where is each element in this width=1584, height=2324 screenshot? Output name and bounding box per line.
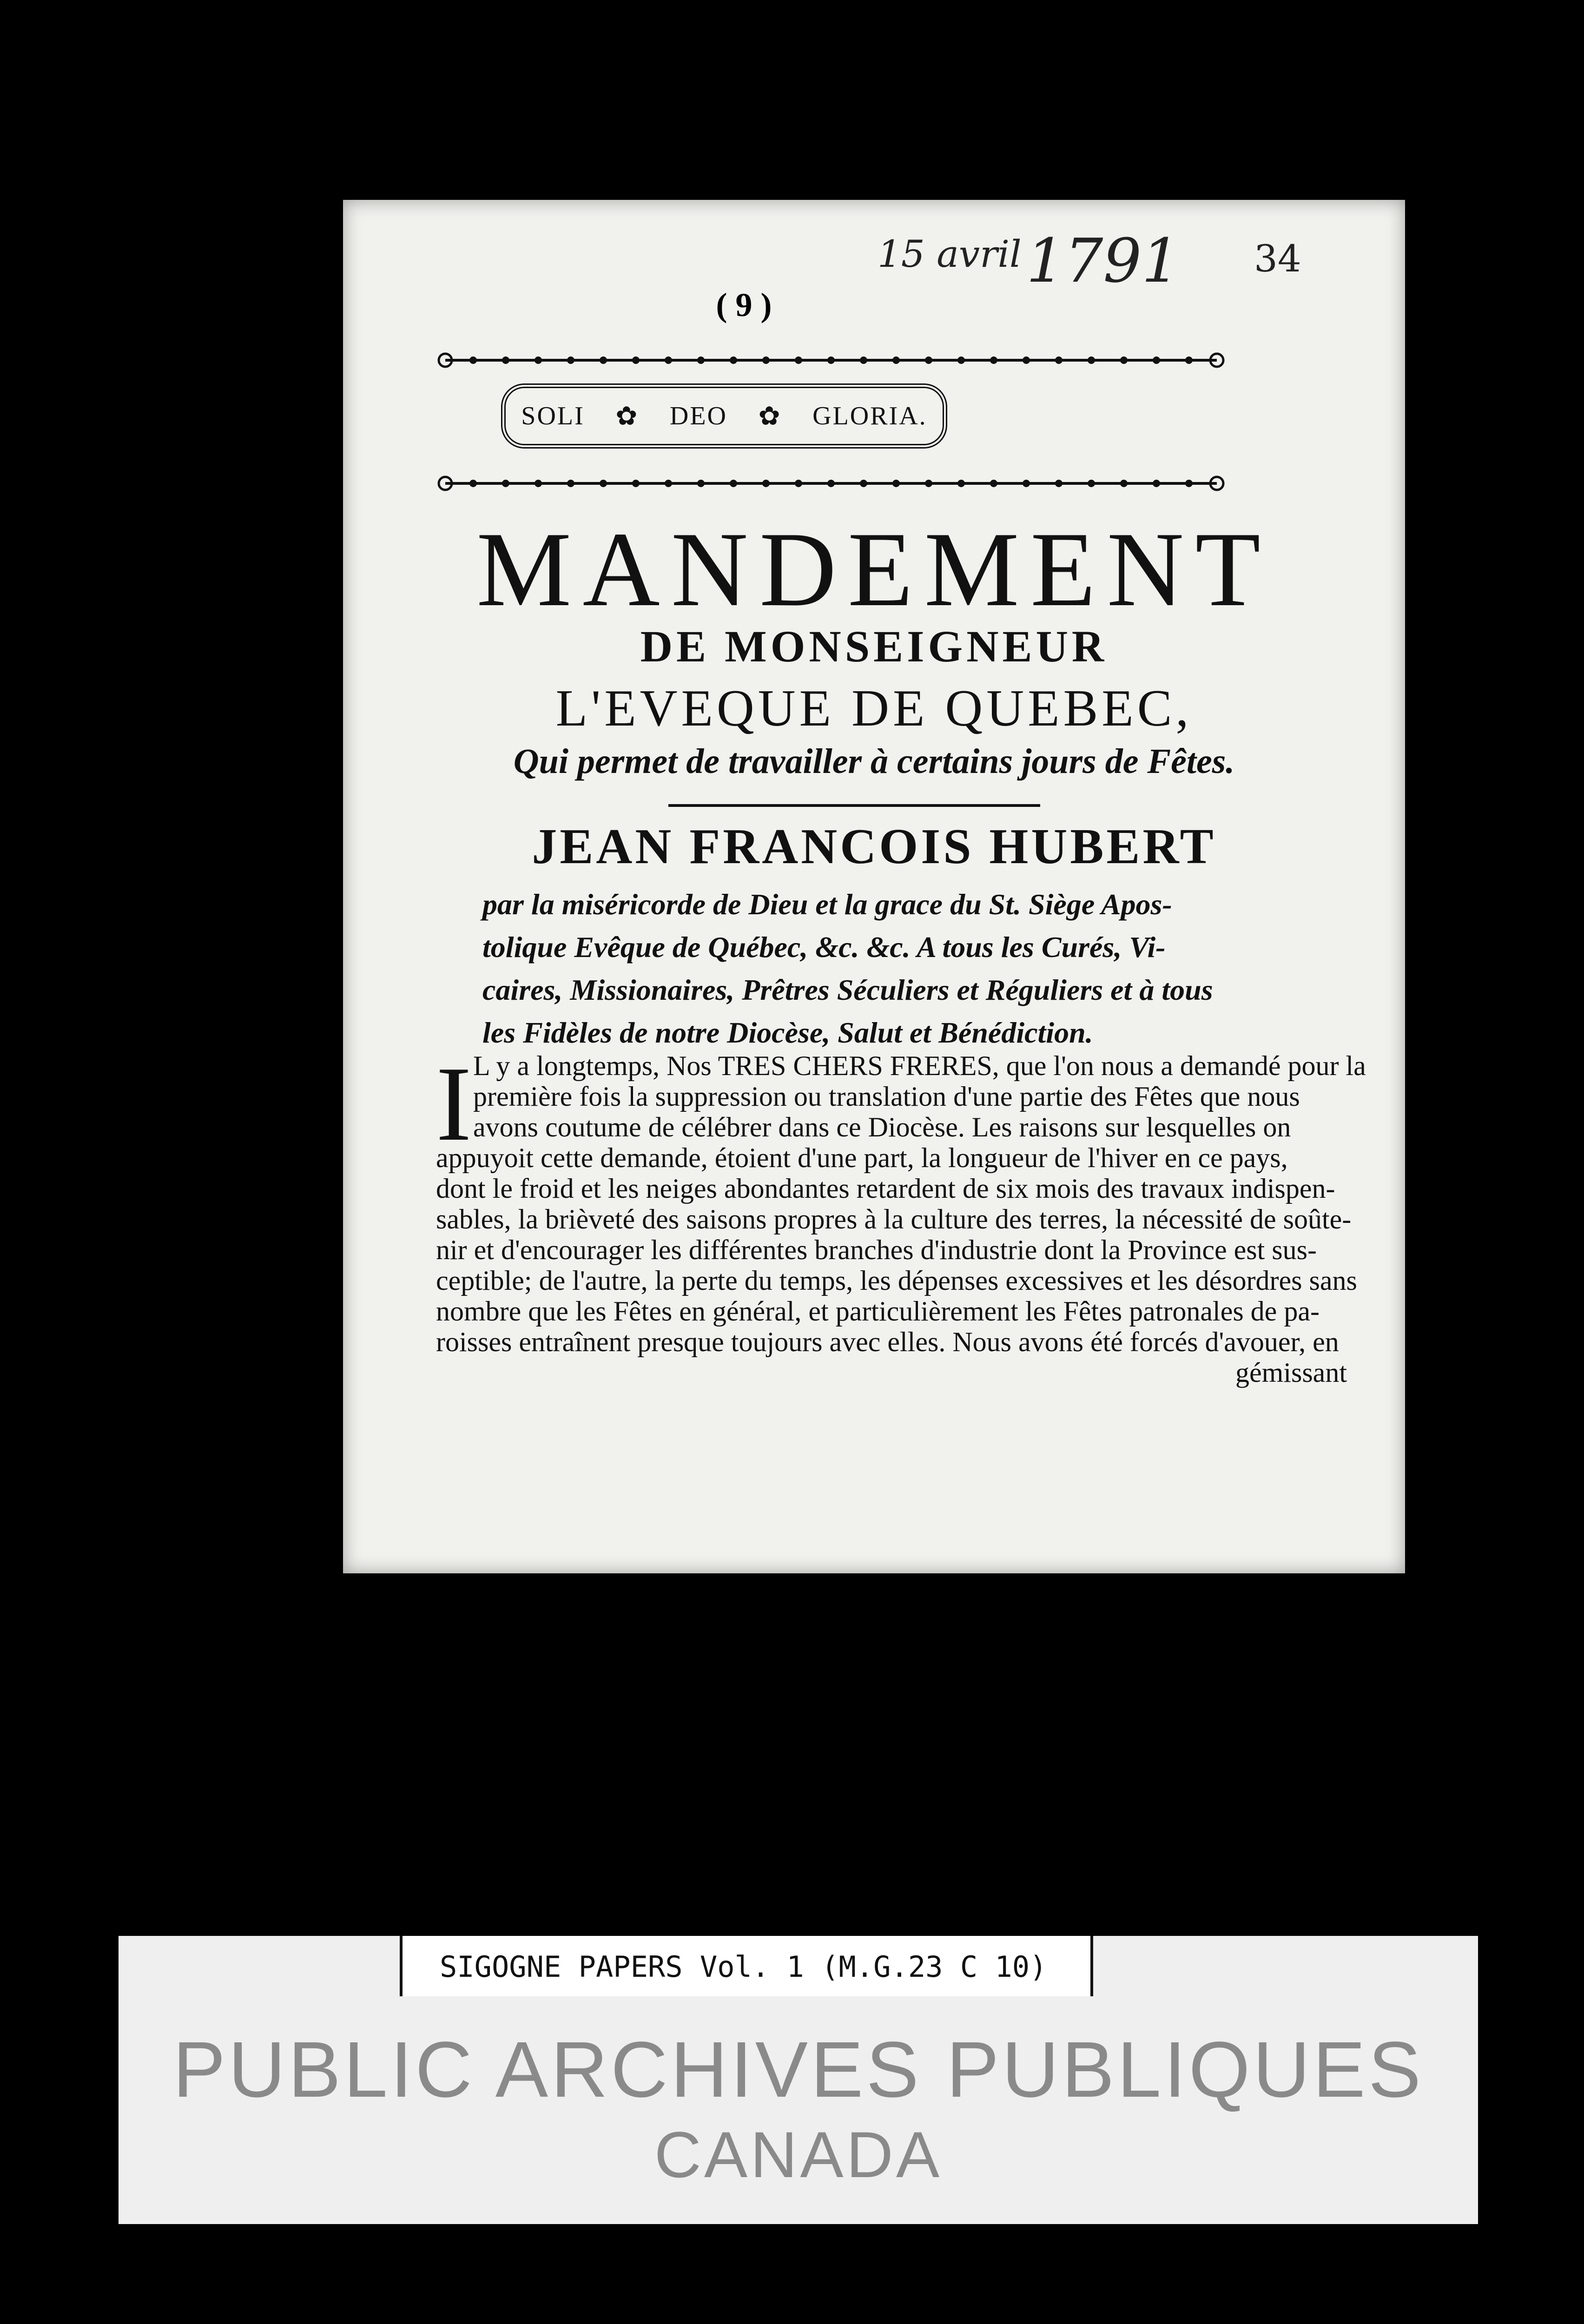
drop-cap: I	[436, 1044, 472, 1163]
body-line: appuyoit cette demande, étoient d'une part, la longueur de l'hiver en ce pays,	[436, 1142, 1288, 1173]
body-line: première fois la suppression ou translation d'une partie des Fêtes que nous	[473, 1081, 1300, 1112]
address-line: caires, Missionaires, Prêtres Séculiers et Réguliers et à tous	[482, 973, 1213, 1006]
body-line: ceptible; de l'autre, la perte du temps, les dépenses excessives et les désordres sans	[436, 1265, 1357, 1296]
archive-label	[119, 1936, 1478, 2224]
divider-rule	[668, 804, 1040, 807]
catchword: gémissant	[1235, 1357, 1347, 1388]
bottom-ornament-border	[436, 474, 1226, 493]
body-line: dont le froid et les neiges abondantes retardent de six mois des travaux indispen-	[436, 1173, 1335, 1204]
archive-reference: SIGOGNE PAPERS Vol. 1 (M.G.23 C 10)	[440, 1950, 1047, 1984]
motto-word: SOLI	[521, 402, 585, 430]
top-ornament-border	[436, 351, 1226, 370]
title-line-2: DE MONSEIGNEUR	[640, 621, 1108, 671]
title-main: MANDEMENT	[476, 510, 1272, 628]
body-line: roisses entraînent presque toujours avec elles. Nous avons été forcés d'avouer, en	[436, 1327, 1339, 1357]
folio-number: 34	[1254, 237, 1301, 280]
page-number: ( 9 )	[716, 286, 772, 324]
motto-word: GLORIA.	[812, 402, 927, 430]
body-paragraph	[436, 1044, 1366, 1388]
motto-word: DEO	[669, 402, 727, 430]
author-name: JEAN FRANCOIS HUBERT	[532, 819, 1216, 874]
reference-box	[400, 1936, 1093, 1996]
archive-name: PUBLIC ARCHIVES PUBLIQUES	[172, 2026, 1424, 2114]
document-page	[343, 200, 1405, 1573]
flower-ornament-icon: ✿	[615, 402, 639, 431]
handwritten-year: 1791	[1026, 225, 1180, 296]
motto-cartouche	[501, 383, 947, 449]
address-line: les Fidèles de notre Diocèse, Salut et Bénédiction.	[482, 1016, 1093, 1049]
author-address	[482, 883, 1319, 1054]
title-subtitle: Qui permet de travailler à certains jours de Fêtes.	[513, 742, 1235, 781]
title-line-3: L'EVEQUE DE QUEBEC,	[555, 680, 1193, 737]
flower-ornament-icon: ✿	[758, 402, 782, 431]
body-line: nir et d'encourager les différentes branches d'industrie dont la Province est sus-	[436, 1235, 1317, 1265]
address-line: par la miséricorde de Dieu et la grace du St. Siège Apos-	[482, 888, 1172, 921]
body-line: L y a longtemps, Nos TRES CHERS FRERES, que l'on nous a demandé pour la	[473, 1050, 1366, 1081]
body-line: sables, la brièveté des saisons propres à la culture des terres, la nécessité de soûte-	[436, 1204, 1352, 1235]
body-line: nombre que les Fêtes en général, et particulièrement les Fêtes patronales de pa-	[436, 1296, 1320, 1327]
handwritten-date: 15 avril	[878, 232, 1022, 276]
archive-country: CANADA	[654, 2118, 943, 2191]
body-line: avons coutume de célébrer dans ce Diocèse. Les raisons sur lesquelles on	[473, 1112, 1291, 1142]
address-line: tolique Evêque de Québec, &c. &c. A tous les Curés, Vi-	[482, 931, 1166, 964]
